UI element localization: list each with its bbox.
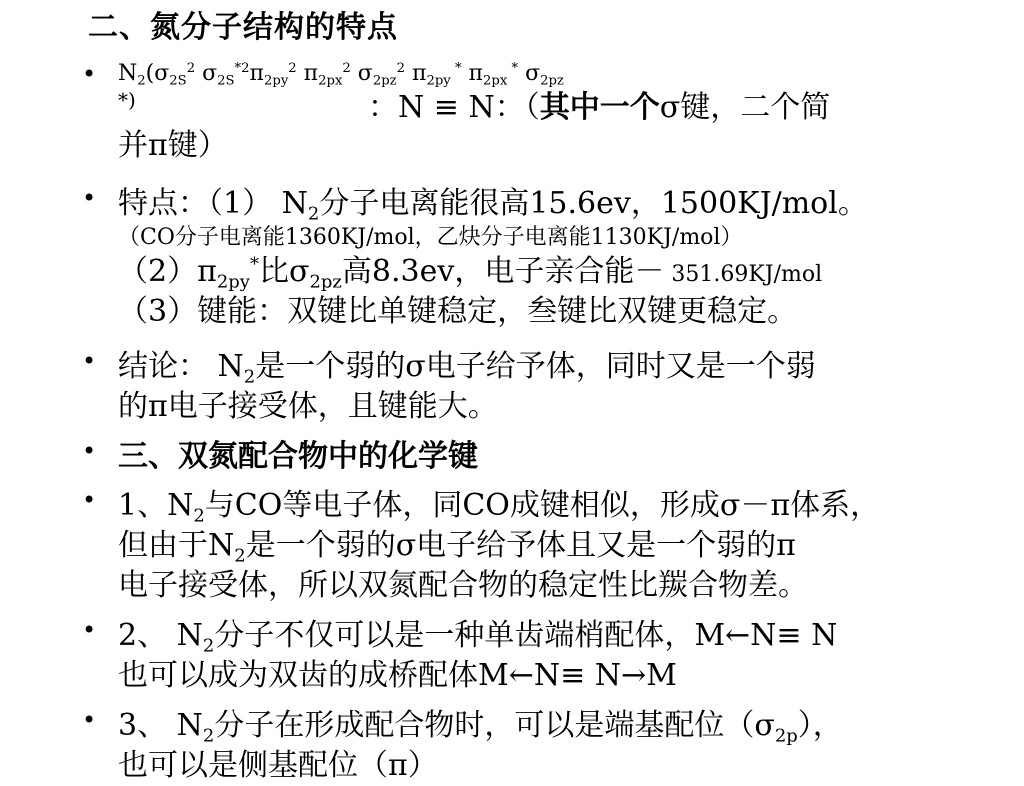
feature-line-2: （CO分子电离能1360KJ/mol，乙炔分子电离能1130KJ/mol）	[118, 225, 743, 250]
feature-line-3: $(2)\pi_{2py}^*$比$\sigma_{2pz}$高8.3ev，电子亲合能－ 351.69KJ/mol	[118, 254, 823, 293]
bullet-icon: •	[82, 60, 97, 88]
slide-heading: 二、氮分子结构的特点	[88, 10, 398, 45]
point-1-line-2: 但由于$N_2$是一个弱的σ电子给予体且又是一个弱的π	[118, 528, 796, 567]
bullet-item-point-2	[82, 616, 1012, 696]
point-2-line-1: 2、 $N_2$分子不仅可以是一种单齿端梢配体，M←N≡ N	[118, 618, 838, 657]
bullet-item-features	[82, 184, 1012, 332]
point-3-line-1: 3、 $N_2$分子在形成配合物时，可以是端基配位$(\sigma_{2p})$，	[118, 708, 843, 747]
configuration-formula: $N_2(\sigma_{2S}^2$ $\sigma_{2S}^{*2}\pi_{2py}^2$ $\pi_{2px}^2$ $\sigma_{2pz}^2$ $\pi_{2py}$ * $\pi_{2px}$ * $\sigma_{2pz}$	[118, 61, 564, 89]
bullet-icon: •	[82, 486, 97, 514]
conclusion-line-2: 的π电子接受体，且键能大。	[118, 389, 498, 424]
configuration-line-2: *) ：N ≡ N：（其中一个σ键，二个简	[118, 88, 831, 125]
bullet-icon: •	[82, 616, 97, 644]
bullet-item-configuration	[82, 60, 1012, 166]
feature-line-1: 特点：（1） $N_2$分子电离能很高15.6ev，1500KJ/mol。	[118, 186, 868, 225]
feature-line-4: （3）键能：双键比单键稳定，叁键比双键更稳定。	[118, 294, 798, 329]
bullet-item-section-heading	[82, 437, 1012, 477]
bullet-icon: •	[82, 184, 97, 212]
conclusion-line-1: 结论： $N_2$是一个弱的σ电子给予体，同时又是一个弱	[118, 349, 816, 388]
bullet-icon: •	[82, 706, 97, 734]
point-1-line-3: 电子接受体，所以双氮配合物的稳定性比羰合物差。	[118, 568, 808, 603]
bullet-item-point-3	[82, 706, 1012, 783]
configuration-line-3: 并π键）	[118, 128, 228, 163]
section-heading: 三、双氮配合物中的化学键	[118, 439, 478, 474]
point-2-line-2: 也可以成为双齿的成桥配体M←N≡ N→M	[118, 658, 677, 693]
point-1-line-1: 1、$N_2$与CO等电子体，同CO成键相似，形成σ－π体系，	[118, 488, 881, 527]
bullet-icon: •	[82, 347, 97, 375]
bullet-item-point-1	[82, 486, 1012, 606]
point-3-line-2: 也可以是侧基配位（π）	[118, 748, 438, 783]
bullet-item-conclusion	[82, 347, 1012, 427]
bullet-icon: •	[82, 437, 97, 465]
